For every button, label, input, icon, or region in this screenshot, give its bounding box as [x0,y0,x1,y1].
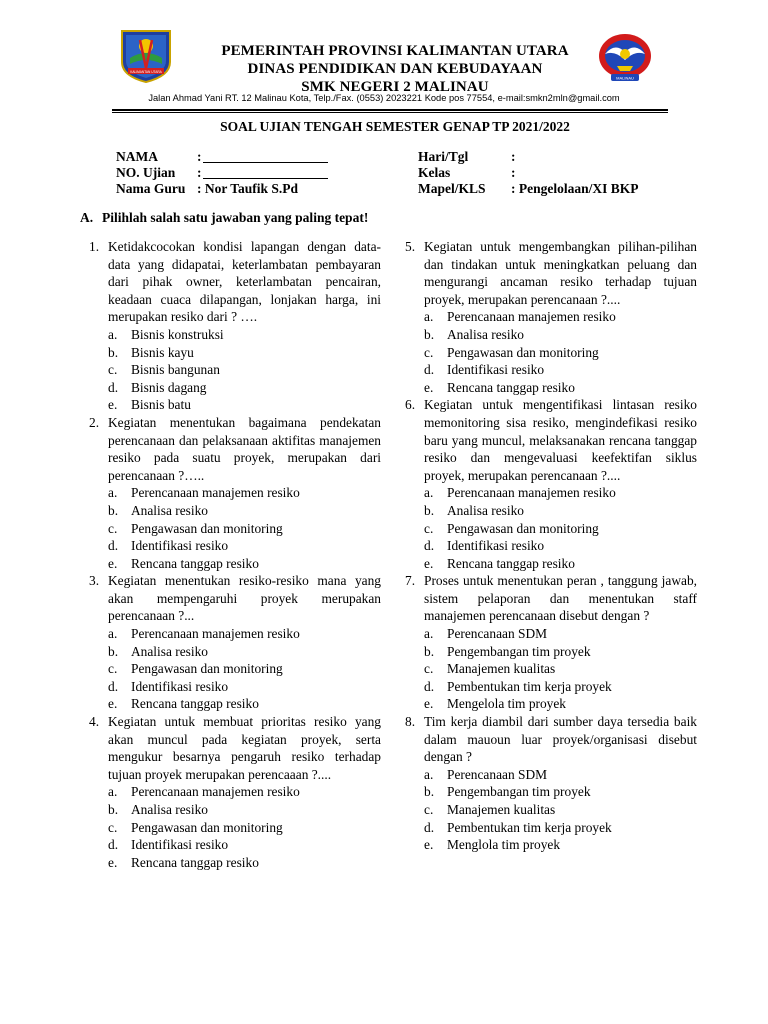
option-text: Analisa resiko [131,502,208,518]
option-letter: b. [108,643,119,659]
option-letter: b. [424,784,435,800]
letterhead-address: Jalan Ahmad Yani RT. 12 Malinau Kota, Telp./Fax. (0553) 2023221 Kode pos 77554, e-mail:smkn2mln@gmail.com [148,93,620,103]
option-text: Bisnis konstruksi [131,326,224,342]
option-text: Pengembangan tim proyek [447,643,591,659]
option-text: Pembentukan tim kerja proyek [447,819,612,835]
answer-option[interactable] [424,308,697,326]
answer-option[interactable] [108,326,381,344]
option-text: Rencana tanggap resiko [131,854,259,870]
question-text: Kegiatan untuk membuat prioritas resiko yang akan muncul pada kegiatan proyek, serta mengukur besarnya pengaruh resiko terhadap tujuan proyek merupakan perencaaan ?.... [108,714,381,782]
section-letter: A. [80,210,94,225]
question-text: Kegiatan untuk mengembangkan pilihan-pilihan dan tindakan untuk meningkatkan peluang dan mengurangi ancaman resiko terhadap tujuan proyek, merupakan perencanaan ?.... [424,239,697,307]
option-text: Rencana tanggap resiko [131,696,259,712]
answer-options [108,484,381,572]
option-text: Pembentukan tim kerja proyek [447,678,612,694]
letterhead-government: PEMERINTAH PROVINSI KALIMANTAN UTARA [221,43,569,59]
answer-option[interactable] [108,396,381,414]
answer-option[interactable] [108,484,381,502]
question-item [89,713,381,871]
answer-options [424,308,697,396]
answer-options [424,484,697,572]
option-letter: c. [108,520,118,536]
option-letter: e. [108,696,118,712]
letterhead-rule-thin [112,112,668,113]
question-column-right [405,238,697,854]
option-letter: d. [108,538,119,554]
letterhead [150,42,640,96]
answer-option[interactable] [424,344,697,362]
option-text: Perencanaan manajemen resiko [131,784,300,800]
exam-title: SOAL UJIAN TENGAH SEMESTER GENAP TP 2021/2022 [220,119,570,134]
answer-option[interactable] [424,555,697,573]
answer-option[interactable] [108,836,381,854]
option-text: Identifikasi resiko [131,837,229,853]
answer-options [108,783,381,871]
answer-options [108,625,381,713]
option-letter: d. [108,837,119,853]
option-letter: d. [108,379,119,395]
guru-value: : Nor Taufik S.Pd [197,181,299,196]
answer-option[interactable] [424,819,697,837]
question-number: 2. [89,414,100,430]
option-letter: c. [424,661,434,677]
question-item [405,238,697,396]
answer-option[interactable] [424,801,697,819]
question-text: Kegiatan menentukan bagaimana pendekatan perencanaan dan pelaksanaan aktifitas manajemen resiko pada suatu proyek, merupakan dari perencanaan ?….. [108,414,381,483]
question-item [405,396,697,572]
answer-option[interactable] [424,326,697,344]
option-letter: b. [424,326,435,342]
option-letter: b. [424,643,435,659]
option-letter: d. [108,678,119,694]
noujian-colon: : [197,165,202,180]
option-text: Mengelola tim proyek [447,696,566,712]
option-letter: c. [108,661,118,677]
option-letter: e. [108,854,118,870]
option-text: Rencana tanggap resiko [447,555,575,571]
option-letter: b. [108,502,119,518]
option-letter: a. [108,485,118,501]
question-number: 1. [89,239,100,254]
option-text: Pengawasan dan monitoring [131,661,283,677]
question-item [89,572,381,713]
answer-options [424,766,697,854]
answer-option[interactable] [108,695,381,713]
answer-option[interactable] [424,537,697,555]
noujian-label: NO. Ujian [116,165,176,180]
question-text: Proses untuk menentukan peran , tanggung jawab, sistem pelaporan dan menentukan staff manajemen perencanaan disebut dengan ? [424,573,697,624]
answer-option[interactable] [424,520,697,538]
answer-option[interactable] [108,660,381,678]
option-letter: b. [108,802,119,817]
option-letter: a. [424,309,434,325]
option-letter: d. [424,678,435,694]
noujian-field[interactable] [203,165,328,179]
option-letter: e. [424,837,434,853]
nama-label: NAMA [116,149,158,164]
question-number: 5. [405,239,416,254]
answer-option[interactable] [424,660,697,678]
answer-option[interactable] [108,625,381,643]
option-letter: e. [424,555,434,571]
option-text: Pengawasan dan monitoring [131,520,283,536]
question-text: Tim kerja diambil dari sumber daya tersedia baik dalam mauoun luar proyek/organisasi disebut dengan ? [424,714,697,765]
question-number: 7. [405,573,416,589]
option-letter: e. [108,555,118,571]
option-text: Pengawasan dan monitoring [447,520,599,536]
question-item [405,713,697,854]
option-text: Perencanaan manajemen resiko [131,485,300,501]
answer-option[interactable] [108,344,381,362]
answer-option[interactable] [108,379,381,397]
answer-option[interactable] [108,854,381,872]
answer-option[interactable] [108,643,381,661]
answer-options [424,625,697,713]
option-letter: a. [424,766,434,782]
section-instruction: Pilihlah salah satu jawaban yang paling tepat! [102,210,369,225]
logo-right-banner: MALINAU [616,75,634,81]
guru-label: Nama Guru [116,181,186,196]
option-letter: a. [108,326,118,342]
option-letter: a. [108,626,118,642]
option-text: Pengawasan dan monitoring [447,344,599,360]
option-letter: b. [424,502,435,518]
option-text: Perencanaan SDM [447,766,548,782]
answer-option[interactable] [424,678,697,696]
option-letter: d. [424,819,435,835]
answer-option[interactable] [108,537,381,555]
hari-colon: : [511,149,516,164]
option-letter: e. [108,397,118,413]
option-text: Identifikasi resiko [131,538,229,554]
question-text: Ketidakcocokan kondisi lapangan dengan data-data yang didapatai, keterlambatan pembayaran dari pihak owner, keterlambatan pencairan, keadaan cuaca dilapangan, lonjakan harga, ini merupakan resiko dari ? …. [108,239,381,325]
answer-option[interactable] [108,520,381,538]
option-text: Pengembangan tim proyek [447,784,591,800]
nama-colon: : [197,149,202,164]
option-letter: c. [424,520,434,536]
kelas-colon: : [511,165,516,180]
answer-options [108,326,381,414]
mapel-label: Mapel/KLS [418,181,486,196]
question-column-left [89,238,381,871]
kelas-label: Kelas [418,165,451,180]
answer-option[interactable] [108,555,381,573]
answer-option[interactable] [108,819,381,837]
letterhead-rule-thick [112,109,668,111]
question-text: Kegiatan menentukan resiko-resiko mana yang akan mempengaruhi proyek merupakan perencanaan ?... [108,573,381,624]
option-text: Manajemen kualitas [447,661,556,677]
answer-option[interactable] [424,502,697,520]
question-item [405,572,697,713]
option-text: Analisa resiko [447,502,524,518]
option-letter: a. [424,485,434,501]
option-text: Bisnis dagang [131,379,207,395]
question-number: 4. [89,714,100,730]
question-number: 6. [405,397,416,413]
option-letter: c. [424,802,434,817]
mapel-value: : Pengelolaan/XI BKP [511,181,639,196]
option-text: Perencanaan manajemen resiko [447,309,616,325]
question-number: 3. [89,573,100,589]
letterhead-department: DINAS PENDIDIKAN DAN KEBUDAYAAN [247,61,543,77]
answer-option[interactable] [108,502,381,520]
answer-option[interactable] [424,361,697,379]
option-letter: c. [108,362,118,378]
option-text: Rencana tanggap resiko [131,555,259,571]
option-letter: e. [424,696,434,712]
answer-option[interactable] [108,678,381,696]
logo-left-banner: KALIMANTAN UTARA [130,70,162,74]
option-letter: a. [424,626,434,642]
option-letter: e. [424,379,434,395]
option-text: Bisnis batu [131,397,191,413]
option-letter: d. [424,538,435,554]
option-text: Bisnis kayu [131,344,194,360]
option-letter: b. [108,344,119,360]
option-text: Analisa resiko [131,643,208,659]
option-letter: a. [108,784,118,800]
option-text: Pengawasan dan monitoring [131,819,283,835]
answer-option[interactable] [424,836,697,854]
option-text: Analisa resiko [447,326,524,342]
option-letter: c. [108,819,118,835]
option-letter: d. [424,362,435,378]
question-item [89,414,381,572]
answer-option[interactable] [108,361,381,379]
option-text: Analisa resiko [131,802,208,817]
option-text: Perencanaan manajemen resiko [447,485,616,501]
answer-option[interactable] [108,783,381,801]
nama-field[interactable] [203,149,328,163]
option-text: Rencana tanggap resiko [447,379,575,395]
question-text: Kegiatan untuk mengentifikasi lintasan resiko memonitoring sisa resiko, mengindefikasi resiko baru yang muncul, melaksanakan rencana tanggap resiko dan mengevaluasi keefektifan siklus proyek, merupakan perencanaan ?.... [424,397,697,483]
answer-option[interactable] [424,783,697,801]
option-text: Bisnis bangunan [131,362,220,378]
option-text: Identifikasi resiko [447,538,545,554]
option-text: Perencanaan manajemen resiko [131,626,300,642]
option-text: Identifikasi resiko [131,678,229,694]
letterhead-school: SMK NEGERI 2 MALINAU [301,79,489,95]
answer-option[interactable] [424,766,697,784]
answer-option[interactable] [424,643,697,661]
option-letter: c. [424,344,434,360]
option-text: Manajemen kualitas [447,802,556,817]
answer-option[interactable] [424,379,697,397]
question-number: 8. [405,714,416,730]
answer-option[interactable] [108,801,381,819]
answer-option[interactable] [424,484,697,502]
hari-label: Hari/Tgl [418,149,469,164]
option-text: Menglola tim proyek [447,837,561,853]
answer-option[interactable] [424,695,697,713]
answer-option[interactable] [424,625,697,643]
option-text: Perencanaan SDM [447,626,548,642]
option-text: Identifikasi resiko [447,362,545,378]
question-item [89,238,381,414]
